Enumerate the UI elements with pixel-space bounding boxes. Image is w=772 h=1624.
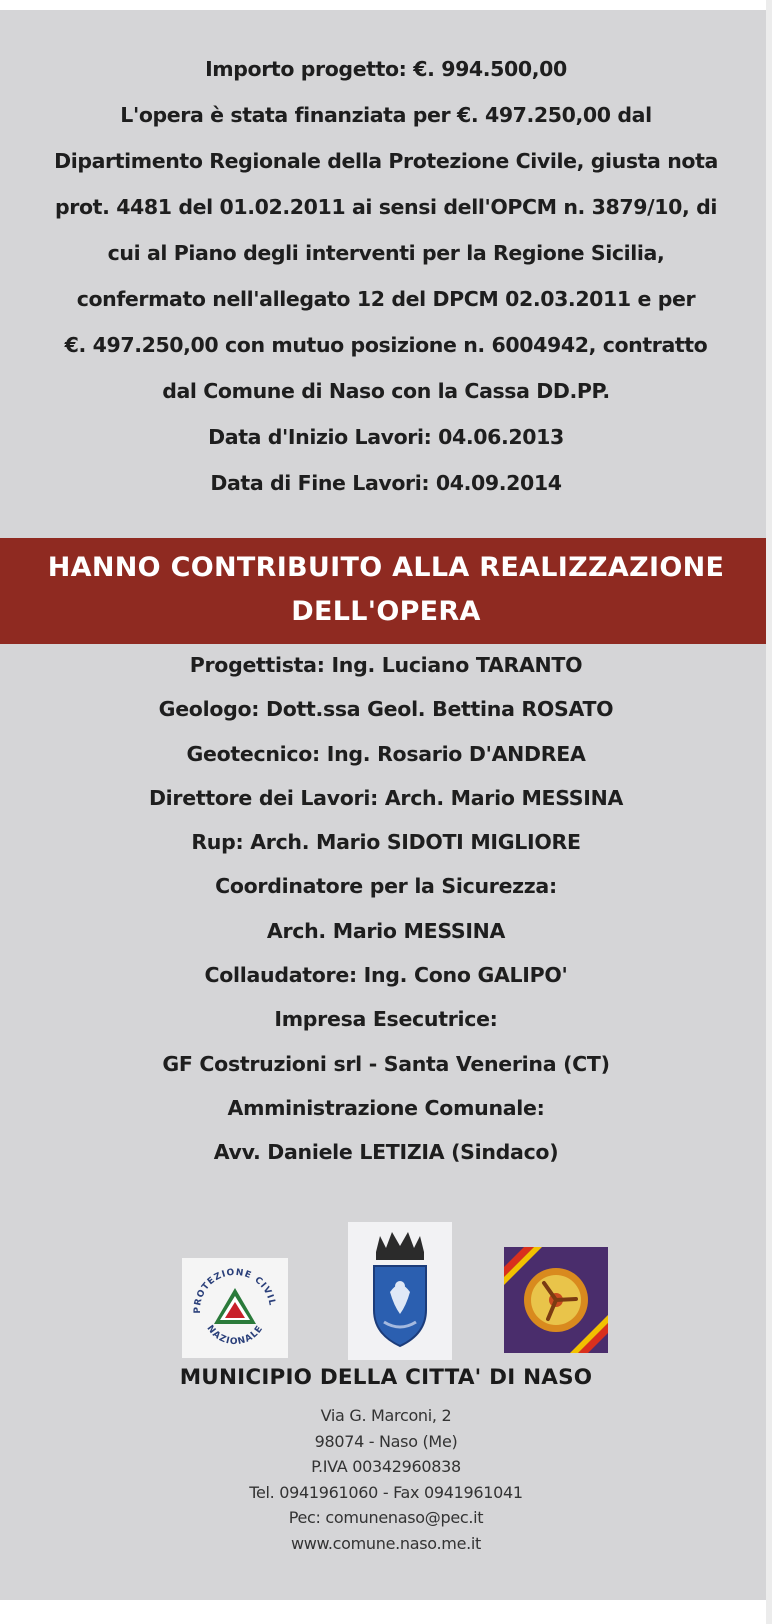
- svg-text:NAZIONALE: NAZIONALE: [204, 1323, 266, 1348]
- website: www.comune.naso.me.it: [290, 1533, 482, 1553]
- project-info-line: dal Comune di Naso con la Cassa DD.PP.: [162, 379, 610, 403]
- end-date: Data di Fine Lavori: 04.09.2014: [210, 471, 562, 495]
- credits-list: [0, 643, 772, 1175]
- credit-line: Arch. Mario MESSINA: [266, 918, 506, 943]
- credit-line: GF Costruzioni srl - Santa Venerina (CT): [162, 1051, 610, 1076]
- credit-line: Collaudatore: Ing. Cono GALIPO': [204, 963, 568, 988]
- project-amount: Importo progetto: €. 994.500,00: [205, 57, 567, 81]
- project-info-line: prot. 4481 del 01.02.2011 ai sensi dell'OPCM n. 3879/10, di: [55, 195, 717, 219]
- credit-line: Geologo: Dott.ssa Geol. Bettina ROSATO: [158, 697, 614, 722]
- credit-line: Rup: Arch. Mario SIDOTI MIGLIORE: [191, 830, 581, 855]
- project-info-line: L'opera è stata finanziata per €. 497.250,00 dal: [120, 103, 652, 127]
- naso-coat-of-arms: [348, 1222, 452, 1360]
- vat-number: P.IVA 00342960838: [311, 1457, 461, 1476]
- municipio-title: MUNICIPIO DELLA CITTA' DI NASO: [179, 1365, 593, 1390]
- credit-line: Coordinatore per la Sicurezza:: [215, 874, 557, 899]
- project-info-line: €. 497.250,00 con mutuo posizione n. 6004942, contratto: [64, 333, 708, 357]
- page-edge: [766, 0, 772, 1624]
- protezione-civile-icon: [182, 1258, 288, 1358]
- banner-line-2: DELL'OPERA: [291, 596, 481, 627]
- start-date: Data d'Inizio Lavori: 04.06.2013: [208, 425, 564, 449]
- credit-line: Avv. Daniele LETIZIA (Sindaco): [213, 1140, 559, 1165]
- pec-email: Pec: comunenaso@pec.it: [288, 1508, 484, 1527]
- project-info-line: Dipartimento Regionale della Protezione Civile, giusta nota: [54, 149, 718, 173]
- credit-line: Direttore dei Lavori: Arch. Mario MESSINA: [148, 785, 624, 810]
- trinacria-icon: [504, 1247, 608, 1353]
- project-info-line: confermato nell'allegato 12 del DPCM 02.03.2011 e per: [76, 287, 696, 311]
- credit-line: Geotecnico: Ing. Rosario D'ANDREA: [186, 741, 586, 766]
- protezione-civile-logo: [182, 1258, 288, 1358]
- phone-fax: Tel. 0941961060 - Fax 0941961041: [249, 1482, 523, 1502]
- svg-text:PROTEZIONE CIVILE: PROTEZIONE CIVIL: [192, 1267, 277, 1314]
- contact-block: [0, 1403, 772, 1556]
- contributors-banner: [0, 538, 772, 644]
- brochure-page: [0, 10, 772, 1600]
- naso-crest-icon: [348, 1222, 452, 1360]
- credit-line: Progettista: Ing. Luciano TARANTO: [189, 653, 583, 677]
- address-street: Via G. Marconi, 2: [320, 1406, 452, 1425]
- project-info: [18, 46, 754, 506]
- credit-line: Amministrazione Comunale:: [227, 1095, 545, 1120]
- address-city: 98074 - Naso (Me): [314, 1431, 458, 1451]
- banner-line-1: HANNO CONTRIBUITO ALLA REALIZZAZIONE: [47, 552, 725, 583]
- project-info-line: cui al Piano degli interventi per la Regione Sicilia,: [107, 241, 665, 265]
- credit-line: Impresa Esecutrice:: [274, 1007, 498, 1032]
- regione-sicilia-logo: [504, 1247, 608, 1353]
